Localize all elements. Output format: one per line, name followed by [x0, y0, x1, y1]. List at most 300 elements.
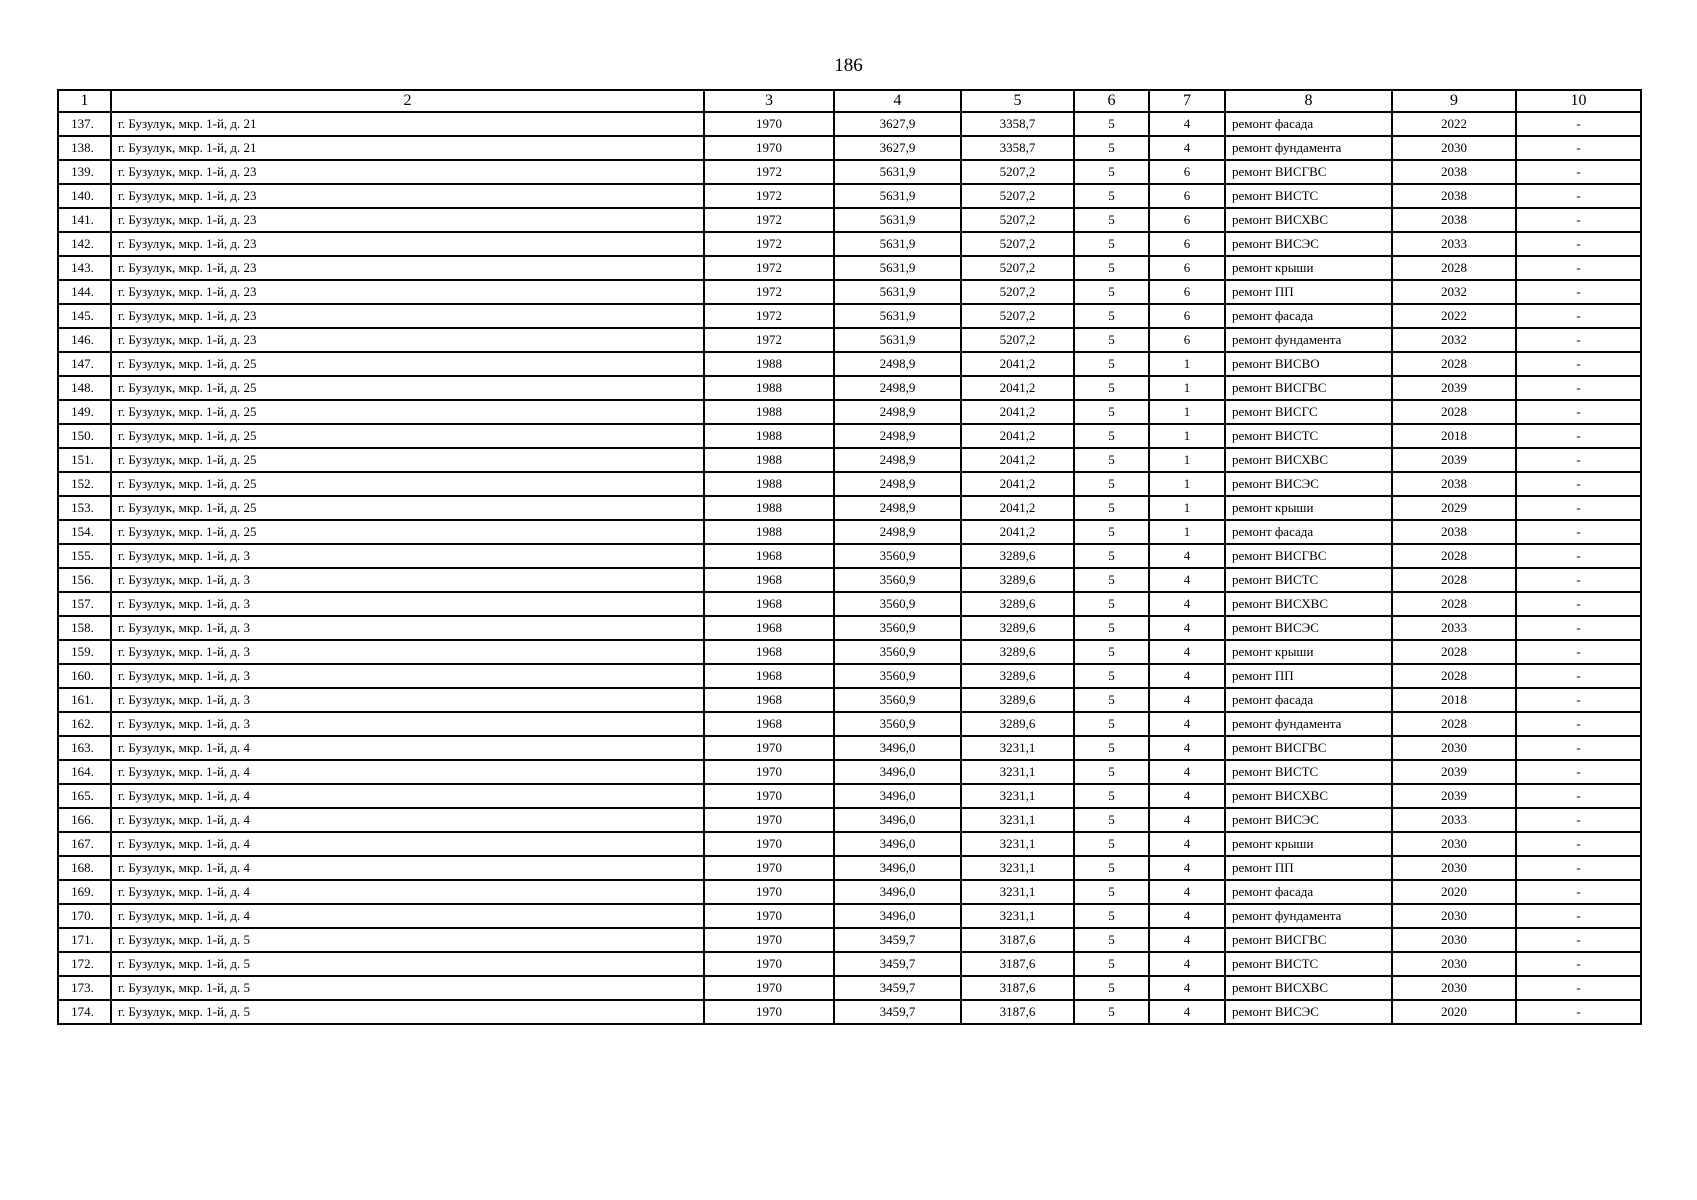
cell-floors: 5	[1074, 136, 1149, 160]
cell-living-area: 3231,1	[961, 736, 1074, 760]
cell-total-area: 5631,9	[834, 208, 961, 232]
cell-floors: 5	[1074, 352, 1149, 376]
cell-total-area: 3459,7	[834, 976, 961, 1000]
cell-row-number: 171.	[58, 928, 111, 952]
cell-note: -	[1516, 520, 1641, 544]
table-row	[58, 376, 1641, 400]
cell-planned-year: 2030	[1392, 856, 1516, 880]
cell-floors: 5	[1074, 448, 1149, 472]
cell-work-type: ремонт ВИСХВС	[1225, 592, 1392, 616]
cell-entrances: 4	[1149, 664, 1225, 688]
cell-living-area: 5207,2	[961, 184, 1074, 208]
cell-planned-year: 2038	[1392, 208, 1516, 232]
table-row	[58, 904, 1641, 928]
cell-planned-year: 2020	[1392, 1000, 1516, 1024]
cell-living-area: 5207,2	[961, 280, 1074, 304]
cell-address: г. Бузулук, мкр. 1-й, д. 23	[111, 328, 704, 352]
cell-year-built: 1988	[704, 400, 834, 424]
cell-total-area: 5631,9	[834, 232, 961, 256]
cell-year-built: 1970	[704, 1000, 834, 1024]
cell-year-built: 1970	[704, 760, 834, 784]
table-row	[58, 112, 1641, 136]
cell-year-built: 1970	[704, 976, 834, 1000]
cell-address: г. Бузулук, мкр. 1-й, д. 23	[111, 160, 704, 184]
cell-note: -	[1516, 448, 1641, 472]
cell-year-built: 1970	[704, 112, 834, 136]
cell-planned-year: 2030	[1392, 928, 1516, 952]
cell-year-built: 1968	[704, 592, 834, 616]
cell-address: г. Бузулук, мкр. 1-й, д. 3	[111, 712, 704, 736]
cell-entrances: 6	[1149, 184, 1225, 208]
page-number: 186	[834, 55, 863, 76]
cell-total-area: 3496,0	[834, 832, 961, 856]
table-row	[58, 184, 1641, 208]
cell-living-area: 5207,2	[961, 304, 1074, 328]
cell-work-type: ремонт ВИСЭС	[1225, 232, 1392, 256]
cell-row-number: 138.	[58, 136, 111, 160]
cell-total-area: 2498,9	[834, 400, 961, 424]
cell-floors: 5	[1074, 256, 1149, 280]
cell-entrances: 4	[1149, 688, 1225, 712]
cell-total-area: 5631,9	[834, 160, 961, 184]
cell-year-built: 1988	[704, 352, 834, 376]
cell-floors: 5	[1074, 640, 1149, 664]
cell-note: -	[1516, 256, 1641, 280]
table-body	[58, 112, 1641, 1024]
cell-planned-year: 2033	[1392, 616, 1516, 640]
cell-living-area: 3289,6	[961, 640, 1074, 664]
cell-living-area: 3289,6	[961, 616, 1074, 640]
cell-address: г. Бузулук, мкр. 1-й, д. 3	[111, 640, 704, 664]
cell-total-area: 5631,9	[834, 256, 961, 280]
cell-total-area: 3627,9	[834, 112, 961, 136]
cell-entrances: 1	[1149, 520, 1225, 544]
cell-row-number: 165.	[58, 784, 111, 808]
cell-year-built: 1988	[704, 496, 834, 520]
table-row	[58, 472, 1641, 496]
cell-total-area: 3459,7	[834, 952, 961, 976]
cell-row-number: 144.	[58, 280, 111, 304]
cell-row-number: 154.	[58, 520, 111, 544]
cell-living-area: 3289,6	[961, 664, 1074, 688]
cell-living-area: 3289,6	[961, 592, 1074, 616]
cell-work-type: ремонт ПП	[1225, 856, 1392, 880]
cell-note: -	[1516, 568, 1641, 592]
cell-entrances: 1	[1149, 400, 1225, 424]
cell-planned-year: 2038	[1392, 160, 1516, 184]
table-row	[58, 544, 1641, 568]
column-header: 5	[961, 90, 1074, 112]
cell-entrances: 4	[1149, 928, 1225, 952]
cell-entrances: 4	[1149, 1000, 1225, 1024]
cell-floors: 5	[1074, 472, 1149, 496]
cell-planned-year: 2028	[1392, 352, 1516, 376]
cell-entrances: 4	[1149, 544, 1225, 568]
cell-note: -	[1516, 232, 1641, 256]
cell-entrances: 4	[1149, 880, 1225, 904]
cell-address: г. Бузулук, мкр. 1-й, д. 3	[111, 688, 704, 712]
cell-living-area: 3231,1	[961, 760, 1074, 784]
table-row	[58, 568, 1641, 592]
cell-entrances: 4	[1149, 640, 1225, 664]
cell-living-area: 3289,6	[961, 712, 1074, 736]
cell-address: г. Бузулук, мкр. 1-й, д. 5	[111, 928, 704, 952]
cell-floors: 5	[1074, 808, 1149, 832]
cell-planned-year: 2028	[1392, 544, 1516, 568]
cell-address: г. Бузулук, мкр. 1-й, д. 25	[111, 376, 704, 400]
cell-floors: 5	[1074, 688, 1149, 712]
cell-entrances: 6	[1149, 160, 1225, 184]
cell-year-built: 1972	[704, 304, 834, 328]
cell-address: г. Бузулук, мкр. 1-й, д. 3	[111, 616, 704, 640]
cell-address: г. Бузулук, мкр. 1-й, д. 25	[111, 400, 704, 424]
cell-year-built: 1970	[704, 856, 834, 880]
cell-note: -	[1516, 616, 1641, 640]
cell-row-number: 149.	[58, 400, 111, 424]
cell-work-type: ремонт фасада	[1225, 304, 1392, 328]
cell-note: -	[1516, 400, 1641, 424]
cell-living-area: 2041,2	[961, 472, 1074, 496]
cell-floors: 5	[1074, 616, 1149, 640]
table-row	[58, 280, 1641, 304]
table-row	[58, 136, 1641, 160]
cell-year-built: 1968	[704, 664, 834, 688]
cell-work-type: ремонт ВИСЭС	[1225, 1000, 1392, 1024]
cell-total-area: 3496,0	[834, 784, 961, 808]
cell-work-type: ремонт ВИСХВС	[1225, 976, 1392, 1000]
cell-planned-year: 2028	[1392, 568, 1516, 592]
cell-living-area: 3187,6	[961, 1000, 1074, 1024]
cell-row-number: 168.	[58, 856, 111, 880]
cell-entrances: 6	[1149, 208, 1225, 232]
column-header: 9	[1392, 90, 1516, 112]
cell-address: г. Бузулук, мкр. 1-й, д. 4	[111, 856, 704, 880]
cell-address: г. Бузулук, мкр. 1-й, д. 4	[111, 904, 704, 928]
cell-row-number: 145.	[58, 304, 111, 328]
cell-year-built: 1968	[704, 640, 834, 664]
cell-year-built: 1972	[704, 184, 834, 208]
cell-year-built: 1970	[704, 832, 834, 856]
cell-work-type: ремонт фундамента	[1225, 904, 1392, 928]
cell-floors: 5	[1074, 880, 1149, 904]
cell-note: -	[1516, 832, 1641, 856]
cell-planned-year: 2028	[1392, 256, 1516, 280]
cell-planned-year: 2038	[1392, 520, 1516, 544]
column-header: 8	[1225, 90, 1392, 112]
cell-address: г. Бузулук, мкр. 1-й, д. 25	[111, 496, 704, 520]
cell-planned-year: 2018	[1392, 688, 1516, 712]
cell-entrances: 4	[1149, 784, 1225, 808]
cell-row-number: 162.	[58, 712, 111, 736]
cell-entrances: 4	[1149, 976, 1225, 1000]
table-header-row	[58, 90, 1641, 112]
cell-note: -	[1516, 544, 1641, 568]
cell-note: -	[1516, 208, 1641, 232]
cell-address: г. Бузулук, мкр. 1-й, д. 4	[111, 736, 704, 760]
table-row	[58, 592, 1641, 616]
table-row	[58, 424, 1641, 448]
cell-floors: 5	[1074, 856, 1149, 880]
cell-entrances: 4	[1149, 712, 1225, 736]
cell-work-type: ремонт крыши	[1225, 256, 1392, 280]
cell-row-number: 137.	[58, 112, 111, 136]
cell-note: -	[1516, 904, 1641, 928]
cell-work-type: ремонт ВИСГВС	[1225, 928, 1392, 952]
cell-year-built: 1968	[704, 712, 834, 736]
cell-floors: 5	[1074, 424, 1149, 448]
cell-living-area: 5207,2	[961, 160, 1074, 184]
cell-work-type: ремонт крыши	[1225, 640, 1392, 664]
cell-address: г. Бузулук, мкр. 1-й, д. 23	[111, 184, 704, 208]
cell-note: -	[1516, 496, 1641, 520]
cell-address: г. Бузулук, мкр. 1-й, д. 3	[111, 568, 704, 592]
table-row	[58, 856, 1641, 880]
cell-row-number: 163.	[58, 736, 111, 760]
cell-note: -	[1516, 736, 1641, 760]
cell-row-number: 146.	[58, 328, 111, 352]
cell-planned-year: 2039	[1392, 448, 1516, 472]
cell-work-type: ремонт фасада	[1225, 520, 1392, 544]
cell-planned-year: 2020	[1392, 880, 1516, 904]
table-row	[58, 808, 1641, 832]
cell-row-number: 142.	[58, 232, 111, 256]
cell-planned-year: 2028	[1392, 712, 1516, 736]
cell-row-number: 157.	[58, 592, 111, 616]
cell-total-area: 3560,9	[834, 616, 961, 640]
cell-row-number: 155.	[58, 544, 111, 568]
table-row	[58, 712, 1641, 736]
cell-address: г. Бузулук, мкр. 1-й, д. 4	[111, 832, 704, 856]
cell-year-built: 1972	[704, 256, 834, 280]
cell-living-area: 2041,2	[961, 400, 1074, 424]
cell-planned-year: 2033	[1392, 232, 1516, 256]
cell-year-built: 1968	[704, 616, 834, 640]
cell-work-type: ремонт крыши	[1225, 496, 1392, 520]
cell-note: -	[1516, 640, 1641, 664]
cell-year-built: 1970	[704, 880, 834, 904]
cell-total-area: 3459,7	[834, 1000, 961, 1024]
cell-note: -	[1516, 976, 1641, 1000]
cell-row-number: 141.	[58, 208, 111, 232]
cell-address: г. Бузулук, мкр. 1-й, д. 25	[111, 472, 704, 496]
cell-row-number: 150.	[58, 424, 111, 448]
cell-row-number: 139.	[58, 160, 111, 184]
cell-floors: 5	[1074, 496, 1149, 520]
table-row	[58, 928, 1641, 952]
column-header: 6	[1074, 90, 1149, 112]
cell-year-built: 1988	[704, 520, 834, 544]
cell-planned-year: 2030	[1392, 952, 1516, 976]
cell-address: г. Бузулук, мкр. 1-й, д. 25	[111, 520, 704, 544]
cell-floors: 5	[1074, 304, 1149, 328]
table-row	[58, 736, 1641, 760]
cell-year-built: 1970	[704, 808, 834, 832]
cell-floors: 5	[1074, 400, 1149, 424]
cell-total-area: 2498,9	[834, 376, 961, 400]
cell-address: г. Бузулук, мкр. 1-й, д. 23	[111, 232, 704, 256]
cell-work-type: ремонт ПП	[1225, 280, 1392, 304]
cell-work-type: ремонт ВИСГС	[1225, 400, 1392, 424]
cell-entrances: 6	[1149, 304, 1225, 328]
cell-work-type: ремонт ВИСЭС	[1225, 472, 1392, 496]
cell-total-area: 3496,0	[834, 904, 961, 928]
cell-living-area: 5207,2	[961, 256, 1074, 280]
cell-living-area: 3289,6	[961, 544, 1074, 568]
cell-living-area: 2041,2	[961, 448, 1074, 472]
cell-address: г. Бузулук, мкр. 1-й, д. 5	[111, 1000, 704, 1024]
cell-floors: 5	[1074, 280, 1149, 304]
cell-work-type: ремонт фасада	[1225, 112, 1392, 136]
cell-floors: 5	[1074, 184, 1149, 208]
cell-row-number: 172.	[58, 952, 111, 976]
cell-note: -	[1516, 184, 1641, 208]
cell-address: г. Бузулук, мкр. 1-й, д. 21	[111, 112, 704, 136]
cell-year-built: 1972	[704, 328, 834, 352]
cell-note: -	[1516, 1000, 1641, 1024]
cell-floors: 5	[1074, 520, 1149, 544]
cell-address: г. Бузулук, мкр. 1-й, д. 23	[111, 304, 704, 328]
cell-note: -	[1516, 376, 1641, 400]
cell-address: г. Бузулук, мкр. 1-й, д. 25	[111, 424, 704, 448]
cell-entrances: 4	[1149, 952, 1225, 976]
cell-total-area: 3560,9	[834, 544, 961, 568]
cell-row-number: 147.	[58, 352, 111, 376]
cell-planned-year: 2038	[1392, 472, 1516, 496]
cell-address: г. Бузулук, мкр. 1-й, д. 3	[111, 664, 704, 688]
cell-row-number: 159.	[58, 640, 111, 664]
column-header: 3	[704, 90, 834, 112]
cell-year-built: 1972	[704, 280, 834, 304]
cell-work-type: ремонт ВИСТС	[1225, 184, 1392, 208]
cell-year-built: 1988	[704, 376, 834, 400]
cell-floors: 5	[1074, 736, 1149, 760]
cell-floors: 5	[1074, 568, 1149, 592]
cell-planned-year: 2022	[1392, 112, 1516, 136]
cell-living-area: 3231,1	[961, 904, 1074, 928]
table-row	[58, 664, 1641, 688]
cell-note: -	[1516, 928, 1641, 952]
cell-note: -	[1516, 712, 1641, 736]
cell-living-area: 3187,6	[961, 928, 1074, 952]
cell-address: г. Бузулук, мкр. 1-й, д. 21	[111, 136, 704, 160]
cell-entrances: 4	[1149, 904, 1225, 928]
cell-row-number: 156.	[58, 568, 111, 592]
cell-floors: 5	[1074, 976, 1149, 1000]
cell-floors: 5	[1074, 592, 1149, 616]
cell-note: -	[1516, 952, 1641, 976]
cell-total-area: 2498,9	[834, 520, 961, 544]
cell-floors: 5	[1074, 952, 1149, 976]
cell-address: г. Бузулук, мкр. 1-й, д. 4	[111, 760, 704, 784]
cell-row-number: 140.	[58, 184, 111, 208]
cell-planned-year: 2022	[1392, 304, 1516, 328]
cell-row-number: 158.	[58, 616, 111, 640]
cell-year-built: 1970	[704, 952, 834, 976]
cell-year-built: 1970	[704, 736, 834, 760]
cell-living-area: 2041,2	[961, 424, 1074, 448]
cell-entrances: 1	[1149, 424, 1225, 448]
cell-total-area: 3627,9	[834, 136, 961, 160]
cell-work-type: ремонт фундамента	[1225, 712, 1392, 736]
repair-schedule-table	[57, 89, 1642, 1025]
cell-living-area: 3231,1	[961, 832, 1074, 856]
cell-year-built: 1972	[704, 160, 834, 184]
cell-total-area: 3560,9	[834, 712, 961, 736]
cell-living-area: 3187,6	[961, 976, 1074, 1000]
cell-planned-year: 2030	[1392, 736, 1516, 760]
cell-planned-year: 2039	[1392, 784, 1516, 808]
table-row	[58, 448, 1641, 472]
cell-address: г. Бузулук, мкр. 1-й, д. 4	[111, 808, 704, 832]
table-row	[58, 640, 1641, 664]
cell-living-area: 3358,7	[961, 112, 1074, 136]
table-row	[58, 304, 1641, 328]
table-row	[58, 688, 1641, 712]
cell-year-built: 1988	[704, 448, 834, 472]
cell-living-area: 3289,6	[961, 568, 1074, 592]
cell-floors: 5	[1074, 328, 1149, 352]
cell-living-area: 2041,2	[961, 352, 1074, 376]
cell-year-built: 1970	[704, 928, 834, 952]
cell-floors: 5	[1074, 544, 1149, 568]
table-row	[58, 208, 1641, 232]
cell-planned-year: 2018	[1392, 424, 1516, 448]
cell-total-area: 2498,9	[834, 424, 961, 448]
cell-total-area: 3496,0	[834, 808, 961, 832]
cell-entrances: 6	[1149, 280, 1225, 304]
table-row	[58, 784, 1641, 808]
cell-planned-year: 2030	[1392, 904, 1516, 928]
cell-address: г. Бузулук, мкр. 1-й, д. 23	[111, 280, 704, 304]
cell-row-number: 152.	[58, 472, 111, 496]
cell-total-area: 5631,9	[834, 184, 961, 208]
cell-row-number: 173.	[58, 976, 111, 1000]
cell-total-area: 3496,0	[834, 760, 961, 784]
column-header: 1	[58, 90, 111, 112]
cell-planned-year: 2032	[1392, 280, 1516, 304]
cell-work-type: ремонт ВИСХВС	[1225, 784, 1392, 808]
table-row	[58, 232, 1641, 256]
cell-note: -	[1516, 760, 1641, 784]
cell-floors: 5	[1074, 928, 1149, 952]
column-header: 10	[1516, 90, 1641, 112]
cell-floors: 5	[1074, 160, 1149, 184]
table-row	[58, 616, 1641, 640]
cell-work-type: ремонт фасада	[1225, 688, 1392, 712]
cell-planned-year: 2030	[1392, 136, 1516, 160]
cell-year-built: 1968	[704, 544, 834, 568]
cell-total-area: 5631,9	[834, 304, 961, 328]
cell-total-area: 2498,9	[834, 352, 961, 376]
cell-living-area: 5207,2	[961, 208, 1074, 232]
cell-note: -	[1516, 688, 1641, 712]
cell-total-area: 3459,7	[834, 928, 961, 952]
cell-entrances: 1	[1149, 496, 1225, 520]
cell-floors: 5	[1074, 784, 1149, 808]
cell-work-type: ремонт ВИСТС	[1225, 568, 1392, 592]
cell-entrances: 4	[1149, 832, 1225, 856]
cell-floors: 5	[1074, 112, 1149, 136]
cell-floors: 5	[1074, 904, 1149, 928]
cell-address: г. Бузулук, мкр. 1-й, д. 4	[111, 784, 704, 808]
cell-entrances: 6	[1149, 232, 1225, 256]
cell-work-type: ремонт фасада	[1225, 880, 1392, 904]
cell-entrances: 4	[1149, 736, 1225, 760]
cell-planned-year: 2028	[1392, 400, 1516, 424]
cell-entrances: 4	[1149, 760, 1225, 784]
column-header: 2	[111, 90, 704, 112]
cell-planned-year: 2028	[1392, 640, 1516, 664]
